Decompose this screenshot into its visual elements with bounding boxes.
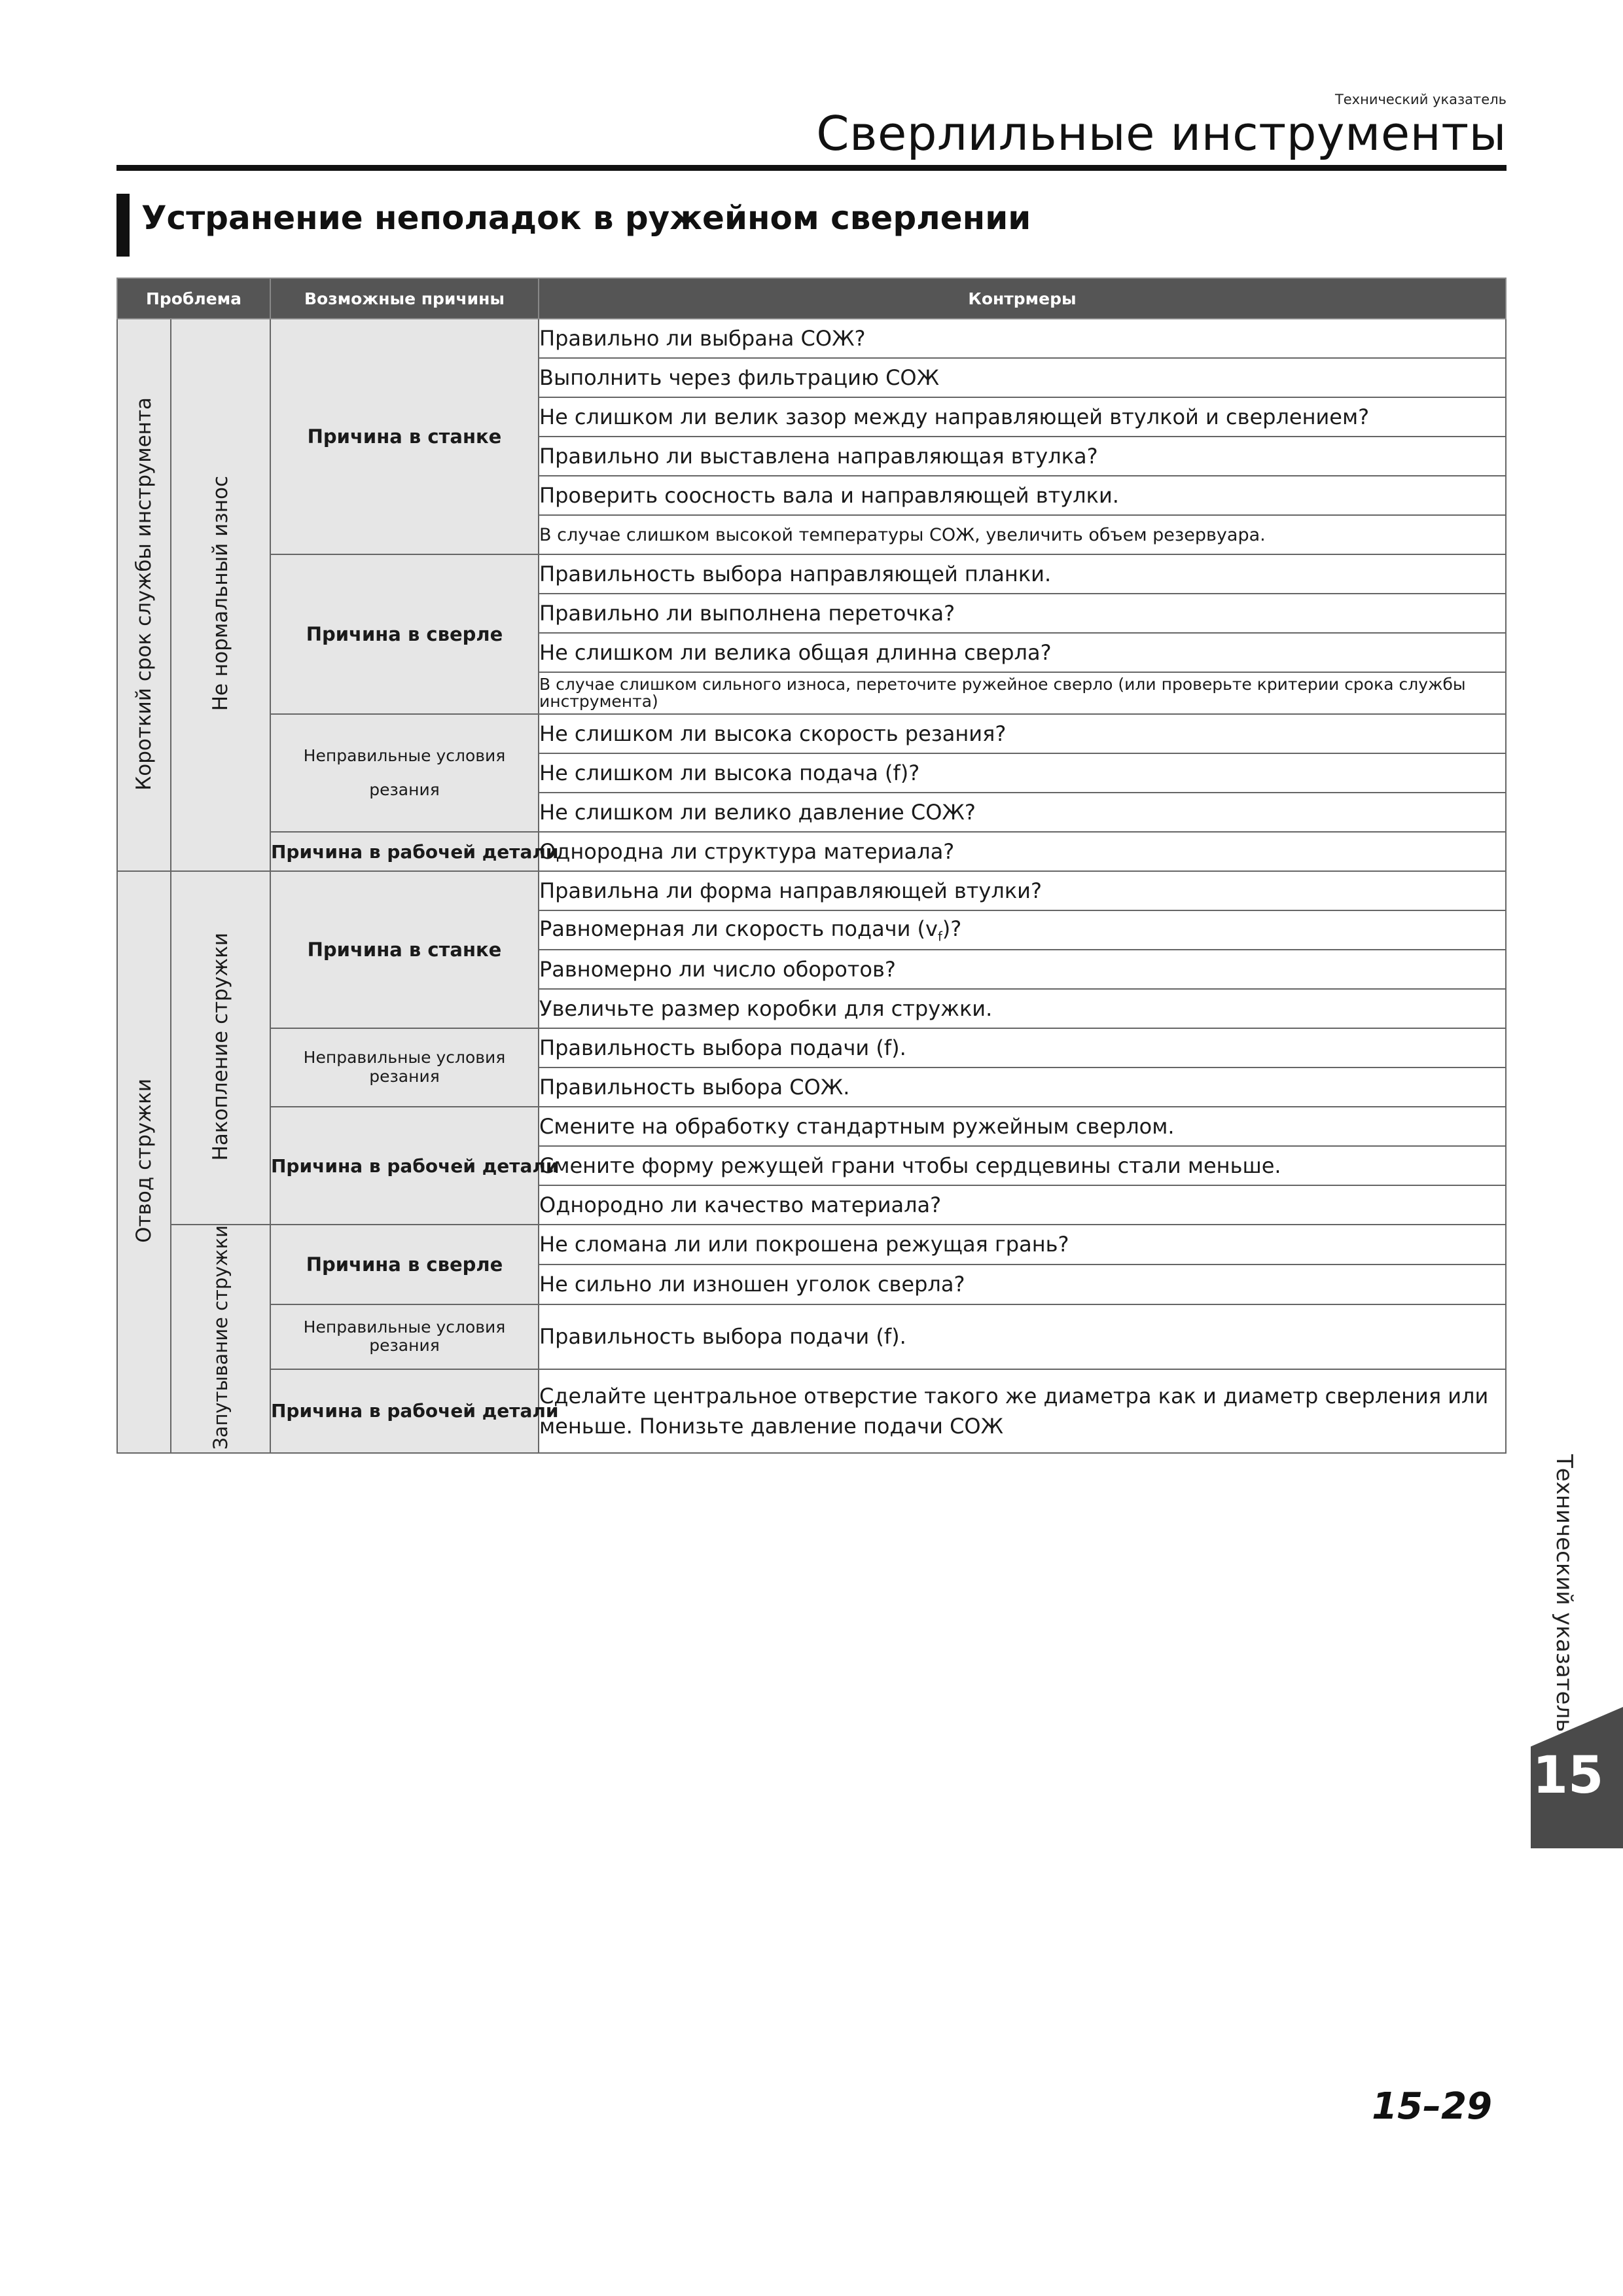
measure-cell: Правильна ли форма направляющей втулки? xyxy=(539,871,1506,910)
cause-cell: Причина в рабочей детали xyxy=(270,832,539,871)
measure-cell xyxy=(539,910,1506,950)
table-row xyxy=(117,1225,1506,1265)
header-divider xyxy=(116,165,1507,171)
measure-cell: Правильность выбора направляющей планки. xyxy=(539,554,1506,594)
measure-cell: Не слишком ли высока подача (f)? xyxy=(539,753,1506,793)
subproblem-cell xyxy=(171,319,270,871)
measure-cell: Правильно ли выбрана СОЖ? xyxy=(539,319,1506,358)
measure-text: Равномерная ли скорость подачи (v xyxy=(539,916,938,941)
measure-cell: Правильно ли выставлена направляющая втулка? xyxy=(539,437,1506,476)
measure-cell: Правильно ли выполнена переточка? xyxy=(539,594,1506,633)
measure-cell: Не слишком ли высока скорость резания? xyxy=(539,714,1506,753)
subproblem-cell xyxy=(171,1225,270,1453)
subproblem-label: Не нормальный износ xyxy=(209,476,232,711)
measure-cell: Увеличьте размер коробки для стружки. xyxy=(539,989,1506,1028)
table-row xyxy=(117,554,1506,594)
table-row xyxy=(117,871,1506,910)
page-number: 15–29 xyxy=(1372,2085,1492,2128)
subproblem-cell xyxy=(171,871,270,1225)
troubleshooting-table xyxy=(116,278,1507,1454)
measure-cell: Сделайте центральное отверстие такого же диаметра как и диаметр сверления или меньше. Понизьте давление подачи СОЖ xyxy=(539,1369,1506,1453)
table-row xyxy=(117,1369,1506,1453)
table-row xyxy=(117,714,1506,753)
measure-cell: Не слишком ли велика общая длинна сверла? xyxy=(539,633,1506,672)
cause-cell: Неправильные условия резания xyxy=(270,1028,539,1107)
problem-cell xyxy=(117,871,171,1453)
table-row xyxy=(117,1028,1506,1067)
problem-label: Короткий срок службы инструмента xyxy=(132,397,156,791)
page-title: Сверлильные инструменты xyxy=(816,106,1507,161)
subscript-f: f xyxy=(937,929,942,944)
table-row xyxy=(117,319,1506,358)
measure-cell: Однородна ли структура материала? xyxy=(539,832,1506,871)
chapter-number: 15 xyxy=(1532,1746,1604,1805)
cause-cell: Неправильные условия резания xyxy=(270,714,539,832)
side-chapter-label: Технический указатель xyxy=(1551,1454,1577,1732)
measure-cell: Не сильно ли изношен уголок сверла? xyxy=(539,1265,1506,1304)
cause-cell: Причина в сверле xyxy=(270,1225,539,1304)
table-row xyxy=(117,1107,1506,1146)
cause-cell: Причина в рабочей детали xyxy=(270,1369,539,1453)
header-problem: Проблема xyxy=(117,278,270,319)
cause-cell: Причина в рабочей детали xyxy=(270,1107,539,1225)
header-measures: Контрмеры xyxy=(539,278,1506,319)
section-title: Устранение неполадок в ружейном сверлении xyxy=(141,199,1031,237)
measure-cell: Проверить соосность вала и направляющей втулки. xyxy=(539,476,1506,515)
measure-cell: Правильность выбора подачи (f). xyxy=(539,1028,1506,1067)
problem-label: Отвод стружки xyxy=(132,1079,156,1243)
problem-cell xyxy=(117,319,171,871)
subproblem-label: Накопление стружки xyxy=(209,932,232,1161)
cause-cell: Неправильные условия резания xyxy=(270,1304,539,1369)
table-header-row xyxy=(117,278,1506,319)
cause-cell: Причина в станке xyxy=(270,871,539,1028)
measure-cell: Не слишком ли велик зазор между направляющей втулкой и сверлением? xyxy=(539,397,1506,437)
table-row xyxy=(117,1304,1506,1369)
cause-cell: Причина в станке xyxy=(270,319,539,554)
header-section-label: Технический указатель xyxy=(1334,92,1507,107)
subproblem-label: Запутывание стружки xyxy=(209,1225,232,1450)
measure-cell: Не сломана ли или покрошена режущая грань? xyxy=(539,1225,1506,1265)
measure-cell: Выполнить через фильтрацию СОЖ xyxy=(539,358,1506,397)
cause-cell: Причина в сверле xyxy=(270,554,539,714)
measure-text-suffix: )? xyxy=(942,916,962,941)
header-causes: Возможные причины xyxy=(270,278,539,319)
measure-cell: Смените форму режущей грани чтобы сердцевины стали меньше. xyxy=(539,1146,1506,1185)
measure-cell: Правильность выбора подачи (f). xyxy=(539,1304,1506,1369)
table-row xyxy=(117,832,1506,871)
measure-cell: Не слишком ли велико давление СОЖ? xyxy=(539,793,1506,832)
measure-cell: Правильность выбора СОЖ. xyxy=(539,1067,1506,1107)
measure-cell: Смените на обработку стандартным ружейным сверлом. xyxy=(539,1107,1506,1146)
measure-cell: Равномерно ли число оборотов? xyxy=(539,950,1506,989)
section-title-marker xyxy=(116,194,130,257)
measure-cell: В случае слишком сильного износа, переточите ружейное сверло (или проверьте критерии срока службы инструмента) xyxy=(539,672,1506,714)
measure-cell: Однородно ли качество материала? xyxy=(539,1185,1506,1225)
measure-cell: В случае слишком высокой температуры СОЖ, увеличить объем резервуара. xyxy=(539,515,1506,554)
